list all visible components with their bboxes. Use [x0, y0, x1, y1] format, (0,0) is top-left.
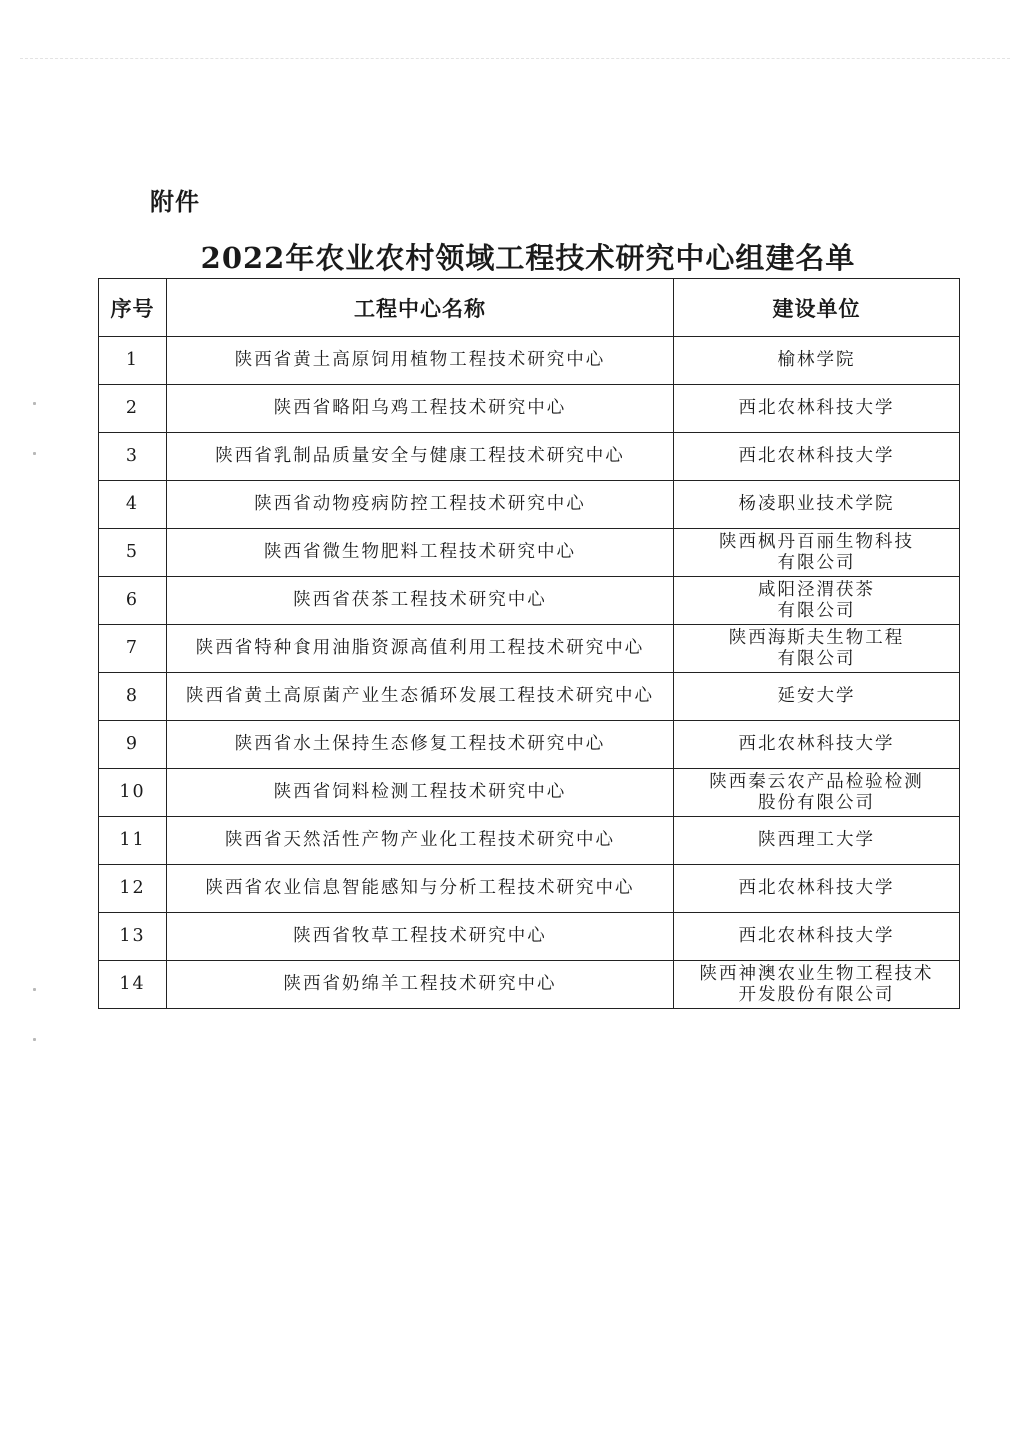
unit-line: 陕西秦云农产品检验检测: [709, 771, 924, 792]
header-serial-number: 序号: [99, 279, 167, 337]
header-center-name: 工程中心名称: [167, 279, 674, 337]
table-row: [99, 625, 960, 673]
row-serial-number: 9: [99, 721, 167, 769]
table-row: [99, 913, 960, 961]
unit-line: 有限公司: [777, 600, 856, 621]
row-center-name: 陕西省微生物肥料工程技术研究中心: [167, 529, 674, 577]
row-serial-number: 2: [99, 385, 167, 433]
row-center-name: 陕西省水土保持生态修复工程技术研究中心: [167, 721, 674, 769]
unit-line: 有限公司: [777, 552, 856, 573]
row-center-name: 陕西省茯茶工程技术研究中心: [167, 577, 674, 625]
unit-line: 陕西枫丹百丽生物科技: [719, 531, 914, 552]
row-serial-number: 13: [99, 913, 167, 961]
row-serial-number: 10: [99, 769, 167, 817]
row-center-name: 陕西省农业信息智能感知与分析工程技术研究中心: [167, 865, 674, 913]
unit-line: 西北农林科技大学: [738, 446, 895, 466]
row-center-name: 陕西省黄土高原菌产业生态循环发展工程技术研究中心: [167, 673, 674, 721]
row-construction-unit: [674, 817, 960, 865]
scan-speck: [33, 402, 36, 405]
table-row: [99, 385, 960, 433]
row-serial-number: 8: [99, 673, 167, 721]
row-center-name: 陕西省天然活性产物产业化工程技术研究中心: [167, 817, 674, 865]
row-construction-unit: [674, 769, 960, 817]
unit-line: 西北农林科技大学: [738, 734, 895, 754]
row-center-name: 陕西省饲料检测工程技术研究中心: [167, 769, 674, 817]
table-row: [99, 961, 960, 1009]
document-title: 2022年农业农村领域工程技术研究中心组建名单: [200, 241, 856, 275]
row-serial-number: 3: [99, 433, 167, 481]
row-serial-number: 1: [99, 337, 167, 385]
row-construction-unit: [674, 337, 960, 385]
unit-line: 陕西理工大学: [758, 830, 875, 850]
table-row: [99, 577, 960, 625]
unit-line: 杨凌职业技术学院: [738, 494, 895, 514]
table-header-row: [99, 279, 960, 337]
row-center-name: 陕西省奶绵羊工程技术研究中心: [167, 961, 674, 1009]
row-construction-unit: [674, 865, 960, 913]
attachment-label: 附件: [150, 188, 200, 216]
scan-speck: [33, 452, 36, 455]
unit-line: 股份有限公司: [758, 792, 875, 813]
table-row: [99, 481, 960, 529]
row-construction-unit: [674, 961, 960, 1009]
row-serial-number: 12: [99, 865, 167, 913]
row-serial-number: 5: [99, 529, 167, 577]
row-construction-unit: [674, 481, 960, 529]
unit-line: 西北农林科技大学: [738, 398, 895, 418]
row-center-name: 陕西省乳制品质量安全与健康工程技术研究中心: [167, 433, 674, 481]
table-row: [99, 721, 960, 769]
row-serial-number: 4: [99, 481, 167, 529]
center-list-table: [98, 278, 960, 1009]
unit-line: 榆林学院: [777, 350, 856, 370]
row-construction-unit: [674, 721, 960, 769]
scan-speck: [33, 1038, 36, 1041]
table-row: [99, 769, 960, 817]
row-construction-unit: [674, 433, 960, 481]
table-row: [99, 529, 960, 577]
row-construction-unit: [674, 529, 960, 577]
row-serial-number: 14: [99, 961, 167, 1009]
table-row: [99, 673, 960, 721]
table-body: [99, 337, 960, 1009]
scan-speck: [33, 988, 36, 991]
row-center-name: 陕西省动物疫病防控工程技术研究中心: [167, 481, 674, 529]
row-center-name: 陕西省黄土高原饲用植物工程技术研究中心: [167, 337, 674, 385]
row-serial-number: 7: [99, 625, 167, 673]
table-row: [99, 337, 960, 385]
row-construction-unit: [674, 673, 960, 721]
unit-line: 陕西神澳农业生物工程技术: [699, 963, 934, 984]
unit-line: 延安大学: [777, 686, 856, 706]
unit-line: 西北农林科技大学: [738, 878, 895, 898]
table-row: [99, 865, 960, 913]
row-construction-unit: [674, 577, 960, 625]
table-row: [99, 817, 960, 865]
row-center-name: 陕西省牧草工程技术研究中心: [167, 913, 674, 961]
unit-line: 陕西海斯夫生物工程: [728, 627, 905, 648]
row-center-name: 陕西省特种食用油脂资源高值利用工程技术研究中心: [167, 625, 674, 673]
unit-line: 咸阳泾渭茯茶: [758, 579, 875, 600]
unit-line: 西北农林科技大学: [738, 926, 895, 946]
unit-line: 有限公司: [777, 648, 856, 669]
scan-artifact-line: [20, 58, 1010, 59]
row-serial-number: 11: [99, 817, 167, 865]
row-construction-unit: [674, 385, 960, 433]
row-construction-unit: [674, 913, 960, 961]
unit-line: 开发股份有限公司: [738, 984, 895, 1005]
row-construction-unit: [674, 625, 960, 673]
table-row: [99, 433, 960, 481]
row-center-name: 陕西省略阳乌鸡工程技术研究中心: [167, 385, 674, 433]
row-serial-number: 6: [99, 577, 167, 625]
header-construction-unit: 建设单位: [674, 279, 960, 337]
